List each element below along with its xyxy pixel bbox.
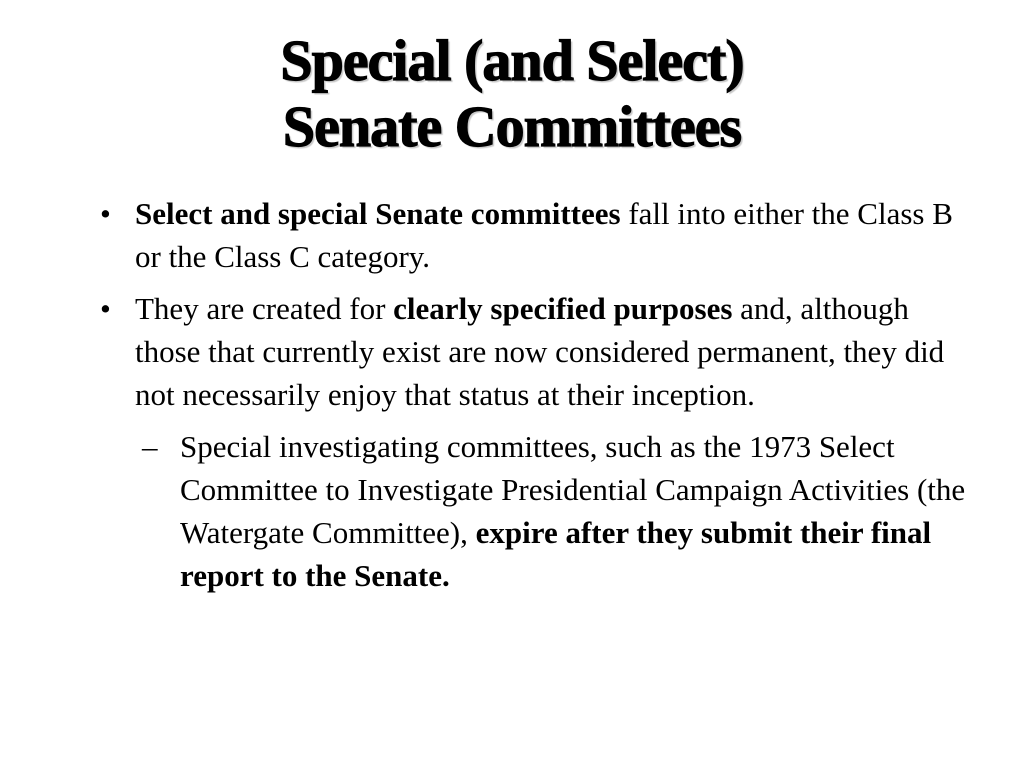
bullet-text: fall into either the Class B or the Class C category. <box>135 196 953 274</box>
bullet-mark: • <box>100 291 111 326</box>
bullet-text-before: They are created for <box>135 291 394 326</box>
sub-bullet-bold-tail: expire after they submit their final report to the Senate. <box>180 515 932 593</box>
bullet-item <box>92 287 972 416</box>
title-line-1: Special (and Select) <box>280 28 744 93</box>
sub-bullet-item <box>142 425 972 597</box>
bullet-text-after: and, although those that currently exist are now considered permanent, they did not necessarily enjoy that status at their inception. <box>135 291 945 412</box>
bullet-bold-mid: clearly specified purposes <box>393 291 733 326</box>
slide-body <box>92 192 972 597</box>
bullet-bold-lead: Select and special Senate committees <box>135 196 621 231</box>
bullet-mark: • <box>100 196 111 231</box>
bullet-item <box>92 192 972 278</box>
dash-mark: – <box>142 429 158 464</box>
sub-bullet-text: Special investigating committees, such as the 1973 Select Committee to Investigate Presidential Campaign Activities (the Watergate Committee), <box>180 429 966 550</box>
slide-title <box>0 28 1024 160</box>
title-line-2: Senate Committees <box>282 94 742 159</box>
